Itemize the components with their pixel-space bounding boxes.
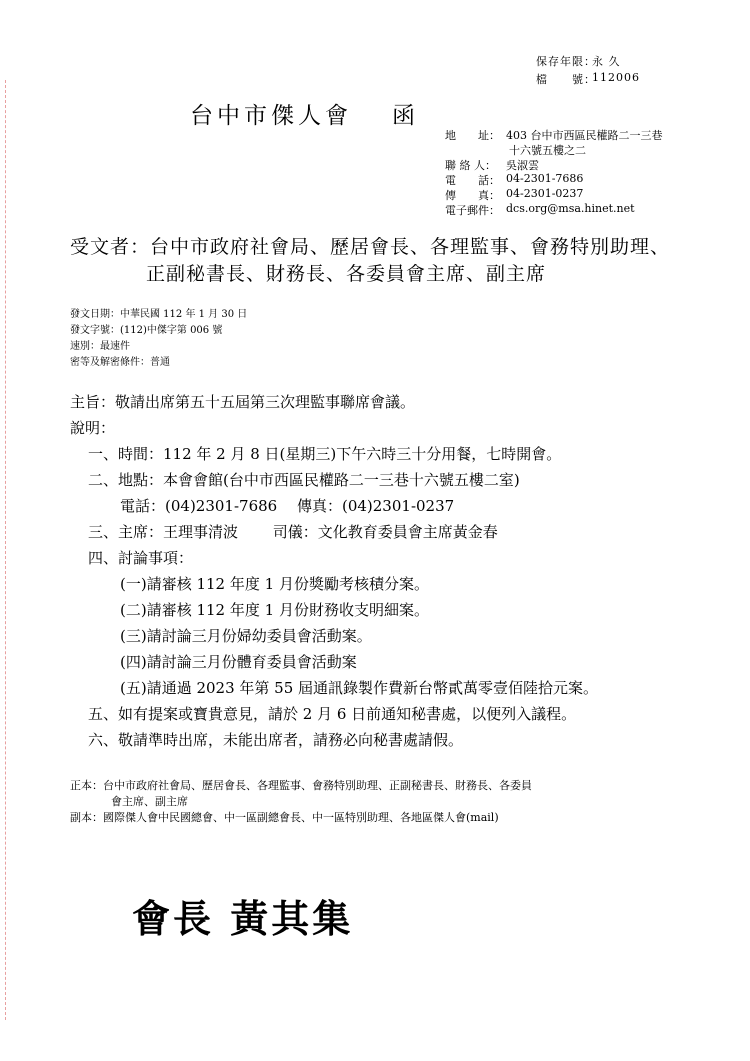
contact-person: 吳淑雲 <box>506 159 539 172</box>
recipients-line1: 受文者：台中市政府社會局、歷居會長、各理監事、會務特別助理、 <box>70 236 671 258</box>
retention-period-label: 保存年限： <box>536 55 596 68</box>
item-discussion: 四、討論事項： <box>88 549 194 567</box>
issue-date: 發文日期：中華民國 112 年 1 月 30 日 <box>70 309 248 320</box>
file-number-value: 112006 <box>592 71 640 84</box>
item-time: 一、時間：112 年 2 月 8 日(星期三)下午六時三十分用餐，七時開會。 <box>88 445 562 463</box>
item-location-contact: 電話：(04)2301-7686 傳真：(04)2301-0237 <box>120 497 455 515</box>
discussion-item-3: (三)請討論三月份婦幼委員會活動案。 <box>120 627 372 645</box>
email-label: 電子郵件： <box>445 204 500 217</box>
retention-period-value: 永 久 <box>592 55 621 68</box>
distribution-list <box>70 778 532 826</box>
contact-person-label: 聯 絡 人： <box>445 159 496 172</box>
issue-number: 發文字號：(112)中傑字第 006 號 <box>70 325 223 336</box>
page-edge-marker <box>5 80 6 1020</box>
recipients-line2: 正副秘書長、財務長、各委員會主席、副主席 <box>146 263 547 285</box>
phone-value: 04-2301-7686 <box>506 172 584 185</box>
signature: 會長 黃其集 <box>132 896 354 941</box>
subject: 主旨：敬請出席第五十五屆第三次理監事聯席會議。 <box>70 393 416 411</box>
discussion-item-2: (二)請審核 112 年度 1 月份財務收支明細案。 <box>120 601 429 619</box>
main-distribution-line1: 正本：台中市政府社會局、歷居會長、各理監事、會務特別助理、正副秘書長、財務長、各委員 <box>70 779 532 792</box>
delivery-speed: 速別：最速件 <box>70 341 130 352</box>
copy-distribution: 副本：國際傑人會中民國總會、中一區副總會長、中一區特別助理、各地區傑人會(mail) <box>70 811 499 824</box>
file-number-label: 檔 號： <box>536 73 596 86</box>
document-title <box>190 97 419 130</box>
item-proposals: 五、如有提案或寶貴意見，請於 2 月 6 日前通知秘書處，以便列入議程。 <box>88 705 577 723</box>
item-chair: 三、主席：王理事清波 司儀：文化教育委員會主席黃金春 <box>88 523 498 541</box>
email-value: dcs.org@msa.hinet.net <box>506 202 635 215</box>
document-body <box>70 389 598 753</box>
address-line1: 403 台中市西區民權路二一三巷 <box>506 129 663 142</box>
item-location: 二、地點：本會會館(台中市西區民權路二一三巷十六號五樓二室) <box>88 471 520 489</box>
org-name: 台中市傑人會 <box>190 103 352 129</box>
discussion-item-1: (一)請審核 112 年度 1 月份獎勵考核積分案。 <box>120 575 429 593</box>
item-attendance: 六、敬請準時出席，未能出席者，請務必向秘書處請假。 <box>88 731 464 749</box>
phone-label: 電 話： <box>445 174 500 187</box>
explanation-heading: 說明： <box>70 419 116 437</box>
discussion-item-4: (四)請討論三月份體育委員會活動案 <box>120 653 357 671</box>
address-line2: 十六號五樓之二 <box>509 144 586 157</box>
address-label: 地 址： <box>445 129 500 142</box>
recipients <box>70 234 670 288</box>
discussion-item-5: (五)請通過 2023 年第 55 屆通訊錄製作費新台幣貳萬零壹佰陸拾元案。 <box>120 679 599 697</box>
contact-block <box>445 127 663 217</box>
security-level: 密等及解密條件：普通 <box>70 357 170 368</box>
retention-info <box>536 53 640 89</box>
fax-value: 04-2301-0237 <box>506 187 584 200</box>
document-type: 函 <box>392 103 419 129</box>
main-distribution-line2: 會主席、副主席 <box>111 795 188 808</box>
fax-label: 傳 真： <box>445 189 500 202</box>
document-meta <box>70 307 247 371</box>
